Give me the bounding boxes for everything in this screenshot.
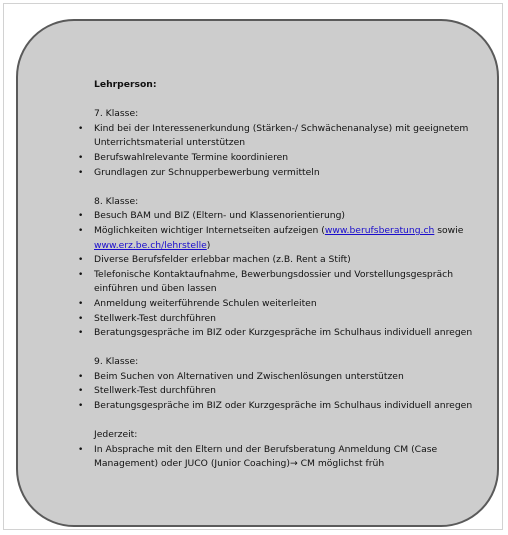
link-berufsberatung[interactable]: www.berufsberatung.ch	[324, 224, 435, 236]
spacer	[78, 93, 488, 108]
list-item: • Beratungsgespräche im BIZ oder Kurzgespräche im Schulhaus individuell anregen	[78, 326, 488, 341]
list-7-klasse	[78, 122, 488, 180]
spacer	[78, 341, 488, 356]
internet-text-suffix: )	[206, 239, 211, 251]
list-item: • Grundlagen zur Schnupperbewerbung vermitteln	[78, 166, 488, 181]
section-title-9-klasse: 9. Klasse:	[94, 356, 139, 368]
list-item: • Beim Suchen von Alternativen und Zwischenlösungen unterstützen	[78, 370, 488, 385]
spacer	[78, 180, 488, 195]
list-item: • Berufswahlrelevante Termine koordinieren	[78, 151, 488, 166]
link-erz-lehrstelle[interactable]: www.erz.be.ch/lehrstelle	[94, 239, 207, 251]
list-item-internet-links	[78, 224, 488, 253]
card-content	[78, 78, 488, 472]
list-jederzeit	[78, 443, 488, 472]
list-item: • Stellwerk-Test durchführen	[78, 312, 488, 327]
list-item: • Beratungsgespräche im BIZ oder Kurzgespräche im Schulhaus individuell anregen	[78, 399, 488, 414]
list-item: • Anmeldung weiterführende Schulen weiterleiten	[78, 297, 488, 312]
spacer	[78, 414, 488, 429]
list-item: • Telefonische Kontaktaufnahme, Bewerbungsdossier und Vorstellungsgespräch einführen und üben lassen	[78, 268, 488, 297]
heading-lehrperson: Lehrperson:	[94, 79, 157, 90]
list-9-klasse	[78, 370, 488, 414]
list-item: • Besuch BAM und BIZ (Eltern- und Klassenorientierung)	[78, 209, 488, 224]
internet-text-middle: sowie	[434, 224, 464, 236]
rounded-info-card	[16, 19, 499, 527]
list-8-klasse	[78, 209, 488, 340]
list-item: • In Absprache mit den Eltern und der Berufsberatung Anmeldung CM (Case Management) oder JUCO (Junior Coaching)→ CM möglichst früh	[78, 443, 488, 472]
section-title-7-klasse: 7. Klasse:	[94, 108, 139, 120]
list-item: • Diverse Berufsfelder erlebbar machen (z.B. Rent a Stift)	[78, 253, 488, 268]
section-title-8-klasse: 8. Klasse:	[94, 195, 139, 207]
internet-text-prefix: Möglichkeiten wichtiger Internetseiten aufzeigen (	[94, 224, 325, 236]
image-frame	[3, 3, 503, 530]
list-item: • Stellwerk-Test durchführen	[78, 384, 488, 399]
section-title-jederzeit: Jederzeit:	[94, 429, 138, 441]
list-item: • Kind bei der Interessenerkundung (Stärken-/ Schwächenanalyse) mit geeignetem Unterrichtsmaterial unterstützen	[78, 122, 488, 151]
